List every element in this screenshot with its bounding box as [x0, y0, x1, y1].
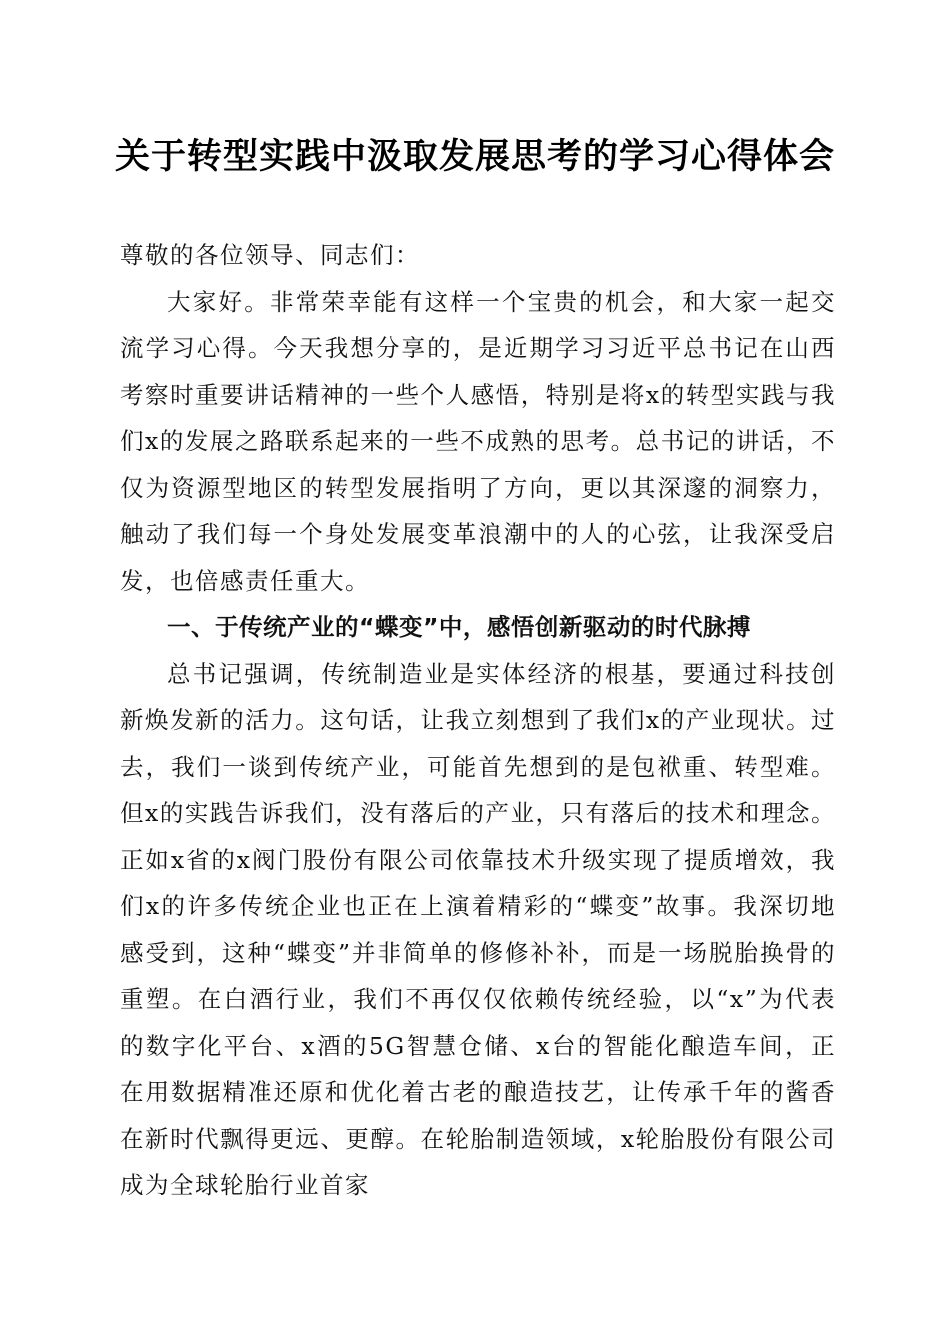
salutation: 尊敬的各位领导、同志们： — [120, 241, 420, 269]
document-body — [120, 232, 836, 1209]
document-title: 关于转型实践中汲取发展思考的学习心得体会 — [114, 136, 835, 177]
paragraph-section-1: 总书记强调，传统制造业是实体经济的根基，要通过科技创新焕发新的活力。这句话，让我立刻想到了我们x的产业现状。过去，我们一谈到传统产业，可能首先想到的是包袱重、转型难。但x的实践告诉我们，没有落后的产业，只有落后的技术和理念。正如x省的x阀门股份有限公司依靠技术升级实现了提质增效，我们x的许多传统企业也正在上演着精彩的“蝶变”故事。我深切地感受到，这种“蝶变”并非简单的修修补补，而是一场脱胎换骨的重塑。在白酒行业，我们不再仅仅依赖传统经验，以“x”为代表的数字化平台、x酒的5G智慧仓储、x台的智能化酿造车间，正在用数据精准还原和优化着古老的酿造技艺，让传承千年的酱香在新时代飘得更远、更醇。在轮胎制造领域，x轮胎股份有限公司成为全球轮胎行业首家 — [120, 659, 836, 1199]
section-heading: 一、于传统产业的“蝶变”中，感悟创新驱动的时代脉搏 — [167, 613, 751, 641]
paragraph-intro: 大家好。非常荣幸能有这样一个宝贵的机会，和大家一起交流学习心得。今天我想分享的，是近期学习习近平总书记在山西考察时重要讲话精神的一些个人感悟，特别是将x的转型实践与我们x的发展之路联系起来的一些不成熟的思考。总书记的讲话，不仅为资源型地区的转型发展指明了方向，更以其深邃的洞察力，触动了我们每一个身处发展变革浪潮中的人的心弦，让我深受启发，也倍感责任重大。 — [120, 287, 836, 595]
